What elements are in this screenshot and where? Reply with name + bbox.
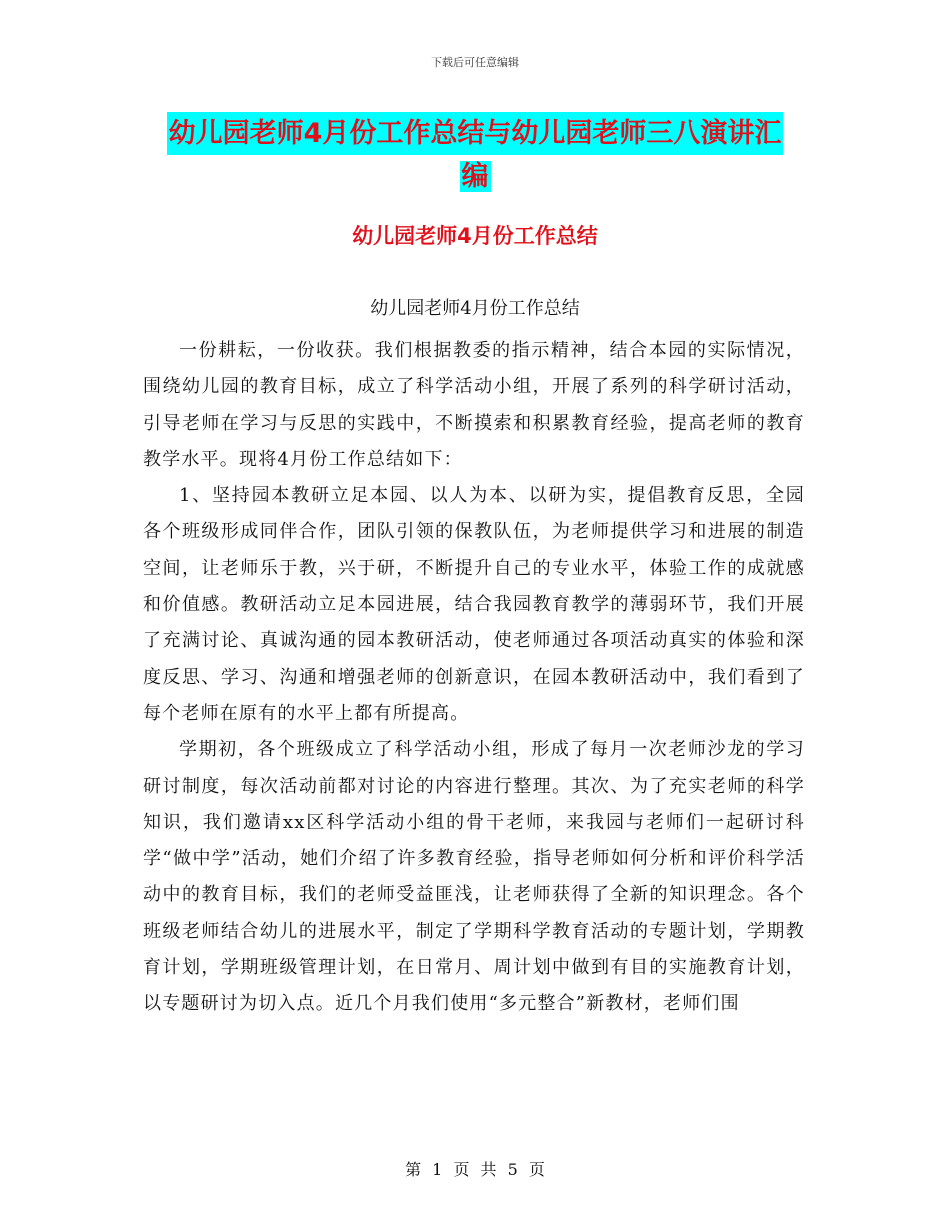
document-title-line2: 编 bbox=[461, 161, 489, 192]
header-note: 下载后可任意编辑 bbox=[431, 56, 519, 69]
document-title bbox=[0, 112, 950, 198]
page-footer: 第 1 页 共 5 页 bbox=[405, 1160, 545, 1179]
document-title-line1: 幼儿园老师4月份工作总结与幼儿园老师三八演讲汇 bbox=[167, 112, 784, 155]
paragraph-2: 1、坚持园本教研立足本园、以人为本、以研为实，提倡教育反思，全园各个班级形成同伴合作，团队引领的保教队伍，为老师提供学习和进展的制造空间，让老师乐于教，兴于研，不断提升自己的专业水平，体验工作的成就感和价值感。教研活动立足本园进展，结合我园教育教学的薄弱环节，我们开展了充满讨论、真诚沟通的园本教研活动，使老师通过各项活动真实的体验和深度反思、学习、沟通和增强老师的创新意识，在园本教研活动中，我们看到了每个老师在原有的水平上都有所提高。 bbox=[143, 485, 805, 724]
paragraph-3: 学期初，各个班级成立了科学活动小组，形成了每月一次老师沙龙的学习研讨制度，每次活动前都对讨论的内容进行整理。其次、为了充实老师的科学知识，我们邀请xx区科学活动小组的骨干老师，来我园与老师们一起研讨科学“做中学”活动，她们介绍了许多教育经验，指导老师如何分析和评价科学活动中的教育目标，我们的老师受益匪浅，让老师获得了全新的知识理念。各个班级老师结合幼儿的进展水平，制定了学期科学教育活动的专题计划，学期教育计划，学期班级管理计划，在日常月、周计划中做到有目的实施教育计划，以专题研讨为切入点。近几个月我们使用“多元整合”新教材，老师们围 bbox=[143, 739, 805, 1015]
paragraph-1: 一份耕耘，一份收获。我们根据教委的指示精神，结合本园的实际情况，围绕幼儿园的教育目标，成立了科学活动小组，开展了系列的科学研讨活动，引导老师在学习与反思的实践中，不断摸索和积累教育经验，提高老师的教育教学水平。现将4月份工作总结如下： bbox=[143, 340, 805, 470]
subtitle: 幼儿园老师4月份工作总结 bbox=[370, 298, 580, 319]
body-text bbox=[143, 333, 805, 1023]
section-title: 幼儿园老师4月份工作总结 bbox=[352, 224, 598, 248]
